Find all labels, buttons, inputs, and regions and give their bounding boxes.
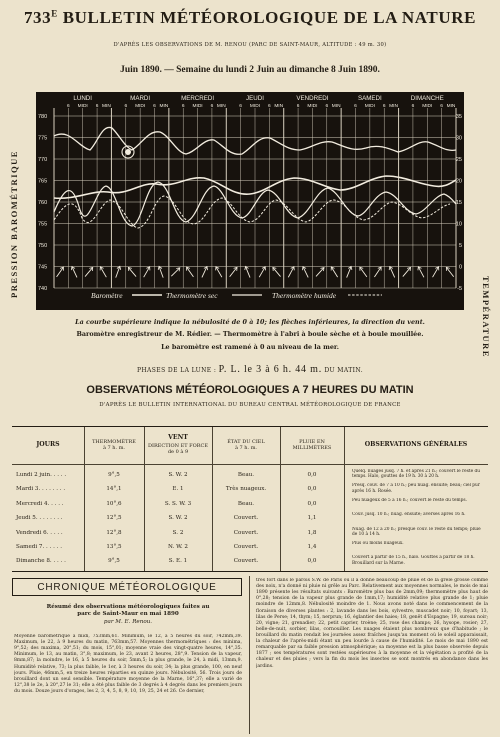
chart-hour-label: MIDI: [77, 104, 88, 109]
chart-hour-label: MIDI: [307, 104, 318, 109]
row-rain: 1,4: [307, 544, 317, 550]
chart-hour-label: MIN: [216, 104, 226, 109]
row-temperature: 13°,5: [106, 544, 122, 550]
row-sky: Couvert.: [233, 529, 259, 536]
row-sky: Beau.: [237, 472, 255, 478]
row-remark: Couv. jusq. 10 h.; nuag. ensuite; averses après 16 h.: [352, 512, 466, 518]
header-vent: VENT DIRECTION ET FORCE de 0 à 9: [148, 434, 208, 456]
legend-barometer: Baromètre: [91, 291, 123, 300]
row-temperature: 10°,6: [106, 500, 122, 507]
pressure-side-label: PRESSION BAROMÉTRIQUE: [9, 150, 19, 298]
chart-hour-label: 6: [440, 104, 443, 109]
chart-hour-label: 6: [153, 104, 156, 109]
chart-hour-label: 6: [411, 104, 415, 109]
temperature-tick-label: 35: [455, 114, 462, 120]
temperature-tick-label: 30: [455, 135, 462, 142]
row-temperature: 9°,5: [108, 472, 120, 478]
resume-line-2: parc de Saint-Maur en mai 1890: [77, 611, 179, 618]
row-wind: S. W. 2: [168, 472, 188, 478]
chart-hour-label: MIN: [159, 104, 169, 109]
chart-hour-label: MIN: [331, 104, 341, 109]
chart-hour-label: MIDI: [192, 104, 203, 109]
moon-phases-suffix: DU MATIN.: [324, 367, 363, 374]
row-remark: Couvert à partir de 15 h., halo. Gouttes à partir de 18 h. Brouillard sur la Marne.: [352, 555, 475, 566]
row-rain: 1,1: [307, 515, 317, 522]
pressure-tick-label: 750: [38, 243, 48, 249]
chart-day-label: SAMEDI: [357, 95, 382, 102]
chronique-title: CHRONIQUE MÉTÉOROLOGIQUE: [12, 578, 242, 596]
row-rain: 0,0: [307, 486, 317, 493]
bulletin-headline: [6, 8, 494, 28]
row-sky: Très nuageux.: [225, 486, 267, 493]
chronique-right-text: très fort dans le parois S.W. de Paris où il a donné beaucoup de pluie et de la grêle grosse comme des noix, n'a donné ni pluie ni grêle au Parc. Relativement aux moyennes normales, le mois de mai 1890 présente les résultats suivants : Baromètre plus bas de 2mm,09; thermomètre plus haut de 0°,28; tension de la vapeur plus grande de 1mm,17; humidité relative plus grande de 1; pluie moindre de 12mm,8. Nébulosité moindre de 1. Nous avons noté dans le commencement de la floraison de diverses plantes : 2, lavande dans les bois, sylvestre, muscadet noir; 10, foyart; 13, lilas de Perse; 14, thym; 15, nerprun; 16, églantier des haies; 18, genêt d'Espagne; 19, sureau noir; 20, vigne; 21, grenadier; 22, petit caprier, troène; 25, rose des champs; 26, hysope, rosier; 27, belle-de-nuit, sorbier, lilas, cornouiller. Les nuages étaient plus nombreux que d'habitude ; le brouillard du matin rendait les journées assez fraîches jusqu'au moment où le soleil apparaissait, la chaleur de l'après-midi étant un peu lourde à cause de l'humidité. Le mois de mai 1890 est remarquable par sa faible pression atmosphérique; sa moyenne est la plus basse observée depuis 1877 ; ses températures sont restées supérieures à la moyenne et la végétation a profité de la chaleur et des pluies ; vers la fin du mois les insectes se sont montrés en abondance dans les jardins.: [256, 578, 488, 669]
header-observations: OBSERVATIONS GÉNÉRALES: [364, 440, 468, 448]
temperature-tick-label: 0: [458, 264, 462, 271]
row-wind: S. W. 2: [168, 515, 188, 522]
chart-hour-label: 6: [239, 104, 242, 109]
pressure-tick-label: 770: [38, 157, 48, 163]
row-sky: Couvert.: [233, 515, 259, 522]
header-thermometre: THERMOMÈTRE à 7 h. m.: [92, 438, 136, 451]
observations-title: OBSERVATIONS MÉTÉOROLOGIQUES A 7 HEURES DU MATIN: [86, 384, 414, 396]
row-rain: 0,0: [307, 500, 317, 507]
chart-hour-label: MIN: [274, 104, 284, 109]
chronique-resume-heading: [14, 604, 242, 626]
chart-hour-label: MIN: [102, 104, 111, 109]
legend-wet-thermometer: Thermomètre humide: [272, 291, 337, 300]
resume-line-1: Résumé des observations météorologiques faites au: [46, 604, 210, 610]
weather-chart: [36, 92, 464, 310]
row-remark: Plus ou moins nuageux.: [352, 541, 404, 546]
row-rain: 0,0: [307, 472, 317, 478]
chart-hour-label: MIN: [446, 104, 456, 109]
chronique-left-text: Moyenne barométrique à midi, 753mm,61. Minimum, le 12, à 5 heures du soir, 742mm,39. Maximum, le 22, à 9 heures du matin, 763mm,57. Moyennes thermométriques : des minima, 9°,52; des maxima, 20°,51; du mois, 15°,01; moyenne vraie des vingt-quatre heures, 14°,35. Minimum, le 13, au matin, 3°,8; maximum, le 23, avant 2 heures, 28°,9. Tension de la vapeur, 8mm,87; la moindre, le 16, à 5 heures du soir, 5mm,5; la plus grande, le 24, à midi, 13mm,9. Humidité relative, 73; la plus faible, le 1er, à 3 heures du soir, 34; la plus grande, 100, en neuf jours. Pluie, 46mm,5, en treize heures réparties en quinze jours. Nébulosité, 56. Trois jours de brouillard dont un seul sensible. Température moyenne de la Marne, 16°,37; elle a varié de 12°,38 le 2e, à 20°,27 le 31; elle a été plus faible de 3 degrés à 4 degrés dans les premiers jours du mois. Douze jours d'orages, les 2, 3, 4, 5, 8, 9, 10, 19, 25, 24 et 26. Ce dernier,: [14, 634, 242, 694]
row-sky: Couvert.: [233, 558, 259, 565]
chart-hour-label: 6: [268, 104, 271, 109]
chart-day-label: LUNDI: [73, 95, 93, 102]
chart-hour-label: 6: [181, 104, 185, 109]
row-day: Vendredi 6. . . . .: [16, 529, 63, 536]
legend-dry-thermometer: Thermomètre sec: [166, 291, 218, 300]
chart-hour-label: MIDI: [249, 104, 261, 109]
bulletin-title: BULLETIN MÉTÉOROLOGIQUE DE LA NATURE: [62, 8, 477, 27]
row-wind: E. 1: [172, 486, 184, 493]
bulletin-number: 733: [23, 8, 52, 27]
chart-hour-label: MIN: [389, 104, 398, 109]
chart-hour-label: MIDI: [135, 104, 146, 109]
chart-hour-label: 6: [124, 104, 128, 109]
chart-caption-nebulosity: La courbe supérieure indique la nébulosité de 0 à 10; les flèches inférieures, la direction du vent.: [75, 318, 425, 326]
observer-source: D'APRÈS LES OBSERVATIONS DE M. RENOU (PARC DE SAINT-MAUR, ALTITUDE : 49 m. 30): [113, 42, 387, 48]
observations-subtitle: D'APRÈS LE BULLETIN INTERNATIONAL DU BUREAU CENTRAL MÉTÉOROLOGIQUE DE FRANCE: [99, 402, 401, 408]
chart-hour-label: 6: [210, 104, 214, 109]
row-day: Mardi 3. . . . . . . .: [16, 486, 66, 493]
chart-hour-label: 6: [382, 104, 386, 109]
moon-phases-prefix: PHASES DE LA LUNE :: [136, 367, 217, 374]
week-range: Juin 1890. — Semaine du lundi 2 Juin au dimanche 8 Juin 1890.: [120, 65, 380, 75]
chart-day-label: JEUDI: [246, 95, 264, 102]
temperature-side-label: TEMPÉRATURE: [481, 276, 491, 358]
row-wind: S. S. W. 3: [164, 500, 192, 507]
chart-hour-label: MIDI: [422, 104, 433, 109]
chart-hour-label: 6: [296, 104, 300, 109]
row-sky: Couvert.: [233, 544, 259, 550]
pressure-tick-label: 740: [38, 286, 48, 292]
row-temperature: 12°,8: [106, 529, 122, 536]
chart-day-label: VENDREDI: [296, 95, 329, 102]
chart-caption-sea-level: Le baromètre est ramené à 0 au niveau de la mer.: [161, 343, 339, 351]
chart-day-label: MERCREDI: [181, 95, 215, 102]
temperature-tick-label: 10: [455, 221, 462, 228]
pressure-tick-label: 745: [38, 264, 48, 271]
resume-author: par M. E. Renou.: [103, 618, 153, 625]
table-header-rule: [12, 464, 488, 465]
chart-day-label: DIMANCHE: [410, 95, 444, 102]
row-sky: Beau.: [237, 500, 255, 507]
row-wind: S. E. 1: [168, 558, 188, 565]
chart-day-label: MARDI: [130, 95, 151, 102]
row-temperature: 12°,5: [106, 515, 122, 522]
pressure-tick-label: 760: [38, 200, 48, 206]
row-rain: 0,0: [307, 558, 317, 565]
row-wind: N. W. 2: [168, 544, 188, 550]
chart-hour-label: 6: [325, 104, 329, 109]
pressure-tick-label: 755: [38, 221, 48, 228]
bulletin-number-suffix: E: [51, 8, 58, 19]
row-wind: S. 2: [172, 529, 184, 536]
row-day: Mercredi 4. . . . .: [16, 500, 64, 507]
row-rain: 1,8: [307, 529, 317, 536]
chart-hour-label: 6: [354, 104, 357, 109]
row-temperature: 14°,1: [106, 486, 122, 493]
pressure-tick-label: 780: [38, 114, 48, 120]
moon-phases: [0, 364, 500, 375]
temperature-tick-label: -5: [457, 286, 462, 292]
chart-hour-label: 6: [67, 104, 70, 109]
chart-caption-instruments: Baromètre enregistreur de M. Rédier. — Thermomètre à l'abri à boule sèche et à boule mouillée.: [76, 330, 424, 338]
pressure-tick-label: 775: [38, 135, 48, 142]
row-remark: Quelq. nuages jusq. 7 h. et après 21 h.; couvert le reste du temps. Halo, gouttes de 19 h. 30 à 20 h.: [352, 469, 481, 480]
temperature-tick-label: 5: [458, 243, 462, 249]
temperature-tick-label: 15: [455, 200, 462, 206]
moon-phase-inner: [125, 149, 131, 155]
row-remark: Nuag. de 12 à 20 h.; presque couv. le reste du temps; pluie de 10 à 14 h.: [352, 526, 481, 537]
chart-hour-label: MIDI: [364, 104, 375, 109]
row-day: Samedi 7. . . . . .: [16, 544, 63, 550]
row-remark: Peu nuageux de 5 à 16 h.; couvert le reste du temps.: [352, 497, 467, 503]
moon-phases-value: P. L. le 3 à 6 h. 44 m.: [218, 364, 323, 375]
row-day: Dimanche 8. . . . .: [16, 558, 66, 565]
row-day: Jeudi 5. . . . . . . .: [16, 515, 63, 522]
header-pluie: PLUIE EN MILLIMÈTRES: [292, 438, 332, 451]
chart-hour-label: 6: [95, 104, 99, 109]
header-etat-du-ciel: ÉTAT DU CIEL à 7 h. m.: [227, 438, 265, 451]
row-day: Lundi 2 juin. . . . .: [16, 472, 67, 478]
row-temperature: 9°,5: [108, 558, 120, 565]
header-jours: JOURS: [36, 440, 60, 448]
pressure-tick-label: 765: [38, 178, 48, 185]
row-remark: Presq. couv. de 7 à 10 h.; peu nuag. ensuite; beau; ciel pur après 16 h. Rosée.: [352, 483, 480, 494]
column-divider: [249, 576, 250, 734]
observations-table: [12, 426, 488, 572]
temperature-tick-label: 25: [455, 157, 462, 163]
temperature-tick-label: 20: [455, 178, 462, 185]
